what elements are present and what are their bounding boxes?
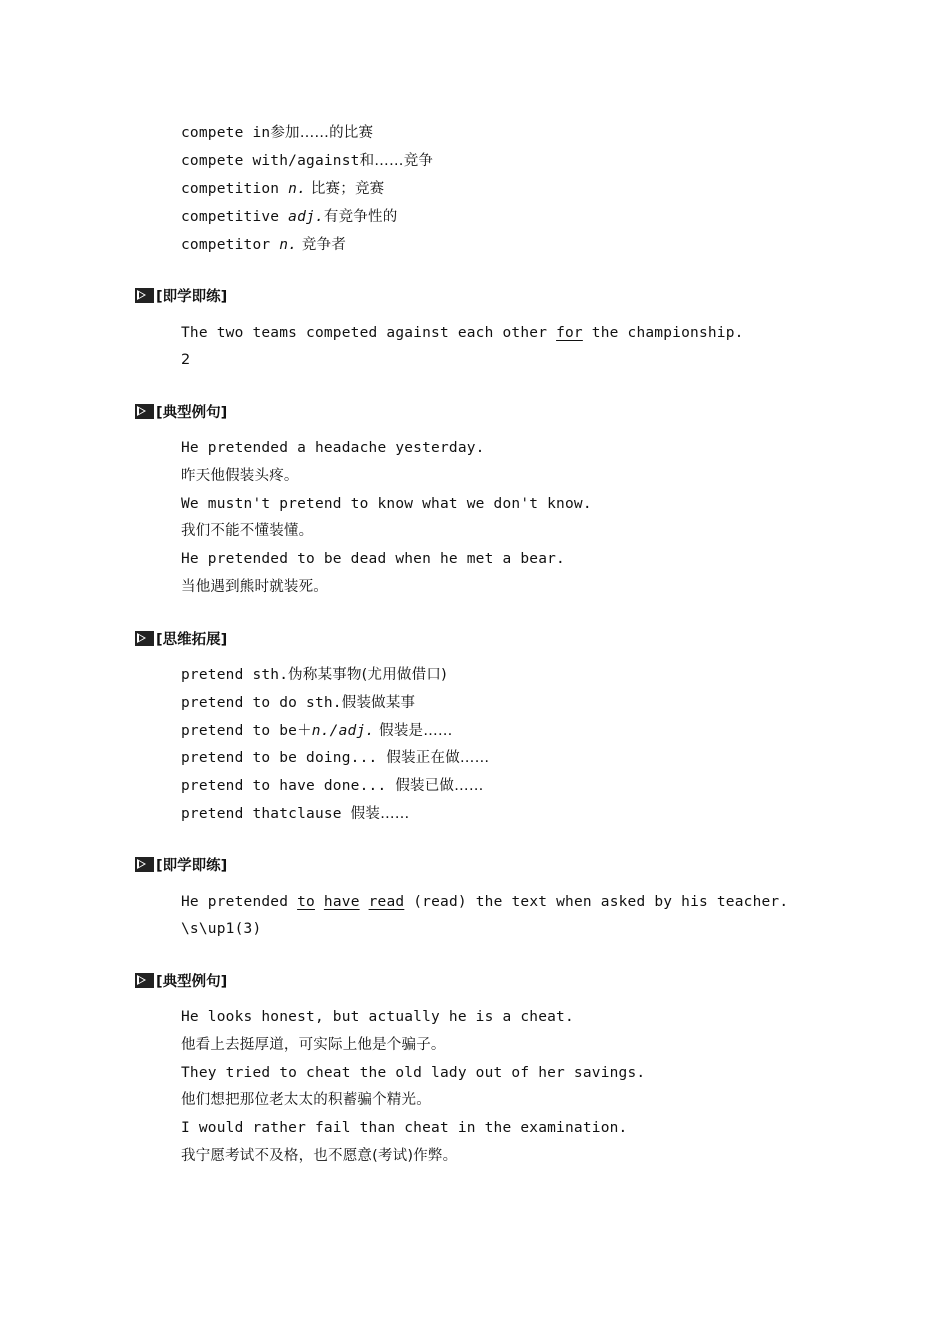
answer-blank: for [556, 325, 583, 341]
phrase-cn: 参加……的比赛 [270, 125, 374, 141]
phrase-en: competitor [181, 237, 280, 253]
phrase-en: pretend to have done... [181, 778, 396, 794]
phrase-cn: 比赛；竞赛 [306, 181, 385, 197]
sentence-text: He pretended [181, 894, 298, 910]
section-header [135, 285, 227, 305]
phrase-en: compete in [181, 125, 271, 141]
answer-blank: read [368, 894, 405, 910]
section-title: [即学即练] [156, 857, 228, 874]
play-icon [135, 973, 154, 988]
example-cn: 我们不能不懂装懂。 [181, 523, 314, 539]
phrase-en: competitive [181, 209, 289, 225]
example-en: He looks honest, but actually he is a cheat. [181, 1009, 574, 1025]
phrase-cn: 和……竞争 [359, 153, 434, 169]
phrase-en: pretend to be doing... [181, 750, 387, 766]
example-en: We mustn't pretend to know what we don't know. [181, 496, 592, 512]
phrase-line [181, 693, 415, 713]
section-header [135, 854, 227, 874]
play-icon [135, 288, 154, 303]
play-icon [135, 631, 154, 646]
section-header [135, 628, 227, 648]
section-header [135, 401, 227, 421]
sentence-text: (read) the text when asked by his teacher. [404, 894, 789, 910]
example-en: He pretended a headache yesterday. [181, 440, 485, 456]
sentence-text: The two teams competed against each other [181, 325, 557, 341]
play-icon [135, 857, 154, 872]
phrase-line [181, 748, 489, 768]
phrase-en: pretend to be＋ [181, 723, 312, 739]
phrase-line [181, 151, 433, 171]
play-icon [135, 404, 154, 419]
exercise-sentence [181, 892, 788, 912]
exercise-number: 2 [181, 352, 191, 368]
answer-blank: have [323, 894, 360, 910]
phrase-cn: 竞争者 [297, 237, 347, 253]
phrase-cn: 有竞争性的 [323, 209, 398, 225]
example-cn: 他们想把那位老太太的积蓄骗个精光。 [181, 1092, 431, 1108]
part-of-speech: n./adj. [311, 723, 375, 739]
example-cn: 我宁愿考试不及格，也不愿意(考试)作弊。 [181, 1148, 458, 1164]
example-cn: 他看上去挺厚道，可实际上他是个骗子。 [181, 1037, 446, 1053]
example-cn: 昨天他假装头疼。 [181, 468, 299, 484]
phrase-cn: 假装正在做…… [386, 750, 490, 766]
example-en: He pretended to be dead when he met a bear. [181, 551, 565, 567]
part-of-speech: adj. [288, 209, 324, 225]
phrase-en: pretend thatclause [181, 806, 351, 822]
section-title: [即学即练] [156, 288, 228, 305]
phrase-line [181, 776, 484, 796]
phrase-line [181, 665, 447, 685]
example-cn: 当他遇到熊时就装死。 [181, 579, 328, 595]
phrase-cn: 伪称某事物(尤用做借口) [288, 667, 447, 683]
section-title: [典型例句] [156, 973, 228, 990]
example-en: They tried to cheat the old lady out of her savings. [181, 1065, 646, 1081]
answer-blank: to [297, 894, 315, 910]
exercise-sentence [181, 323, 744, 343]
section-title: [思维拓展] [156, 631, 228, 648]
phrase-cn: 假装是…… [374, 723, 453, 739]
exercise-code: \s\up1(3) [181, 921, 262, 937]
phrase-line [181, 235, 346, 255]
phrase-line [181, 123, 373, 143]
phrase-cn: 假装已做…… [395, 778, 484, 794]
part-of-speech: n. [288, 181, 307, 197]
phrase-line [181, 721, 453, 741]
phrase-en: compete with/against [181, 153, 360, 169]
phrase-en: pretend sth. [181, 667, 289, 683]
phrase-en: competition [181, 181, 289, 197]
example-en: I would rather fail than cheat in the examination. [181, 1120, 628, 1136]
section-title: [典型例句] [156, 404, 228, 421]
phrase-line [181, 179, 384, 199]
part-of-speech: n. [279, 237, 298, 253]
sentence-text: the championship. [582, 325, 744, 341]
phrase-cn: 假装…… [350, 806, 410, 822]
phrase-line [181, 207, 397, 227]
phrase-en: pretend to do sth. [181, 695, 342, 711]
section-header [135, 970, 227, 990]
phrase-line [181, 804, 409, 824]
phrase-cn: 假装做某事 [341, 695, 416, 711]
